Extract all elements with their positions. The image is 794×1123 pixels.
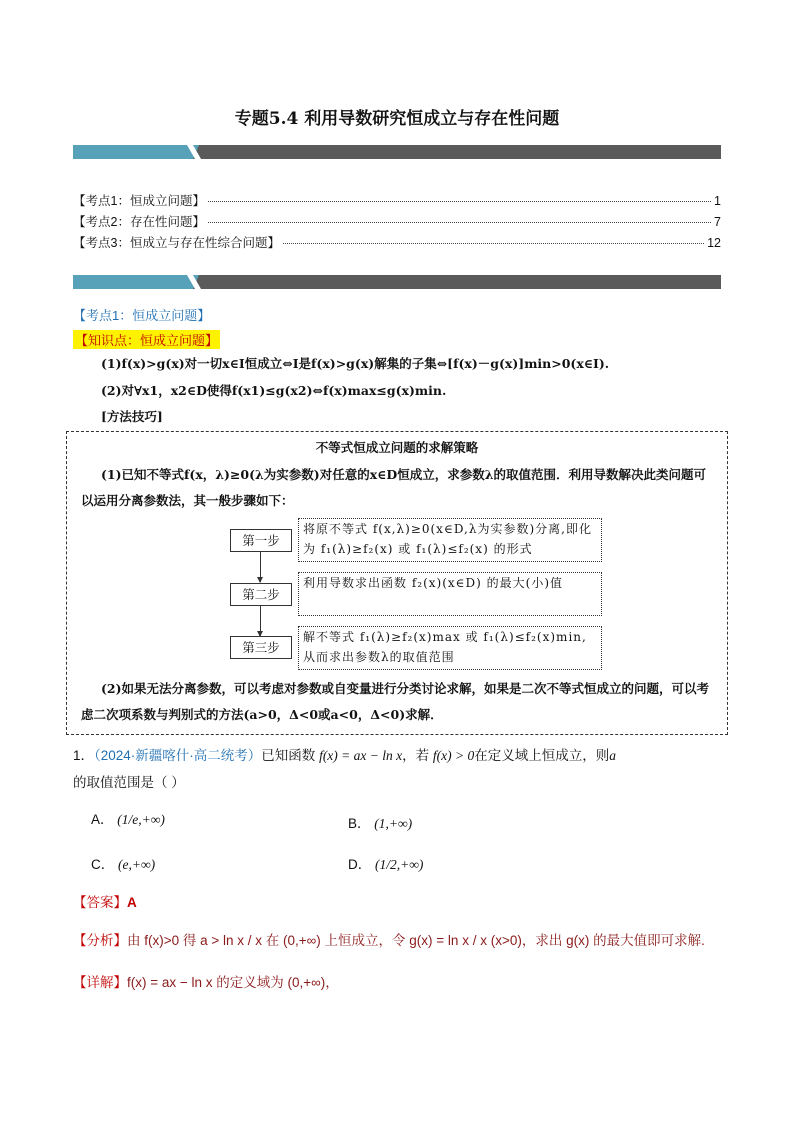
step-3-description: 解不等式 f₁(λ)≥f₂(x)max 或 f₁(λ)≤f₂(x)min,从而求出参数λ的取值范围 (298, 626, 602, 670)
knowledge-tag: 【知识点：恒成立问题】 (73, 330, 220, 349)
question-1: 1．（2024·新疆喀什·高二统考）已知函数 f(x) = ax − ln x，若 f(x) > 0在定义域上恒成立，则a的取值范围是（ ） (73, 748, 616, 790)
toc-entry[interactable]: 【考点1：恒成立问题】 1 (73, 194, 721, 208)
option-b[interactable]: B． (1,+∞) (348, 816, 413, 831)
strategy-heading: 不等式恒成立问题的求解策略 (315, 440, 479, 455)
option-a[interactable]: A． (1/e,+∞) (91, 812, 165, 827)
section-divider-bar (73, 275, 721, 289)
arrow-down-icon (260, 552, 261, 582)
strategy-paragraph-2: (2)如果无法分离参数，可以考虑对参数或自变量进行分类讨论求解，如果是二次不等式恒成立的问题，可以考虑二次项系数与判别式的方法(a>0，Δ<0或a<0，Δ<0)求解． (81, 681, 710, 722)
option-d[interactable]: D． (1/2,+∞) (348, 857, 424, 872)
step-3-label: 第三步 (230, 636, 292, 659)
section-heading: 【考点1：恒成立问题】 (73, 308, 211, 323)
method-label: [方法技巧] (101, 409, 163, 424)
rule-2: (2)对∀x1，x2∈D使得f(x1)≤g(x2)⇔f(x)max≤g(x)min. (101, 383, 447, 398)
page-title: 专题5.4 利用导数研究恒成立与存在性问题 (234, 109, 560, 129)
toc-entry[interactable]: 【考点2：存在性问题】 7 (73, 215, 721, 229)
analysis-line: 【分析】由 f(x)>0 得 a > ln x / x 在 (0,+∞) 上恒成立，令 g(x) = ln x / x (x>0)，求出 g(x) 的最大值即可求解. (73, 933, 705, 948)
step-2-description: 利用导数求出函数 f₂(x)(x∈D) 的最大(小)值 (298, 572, 602, 616)
strategy-paragraph-1: (1)已知不等式f(x，λ)≥0(λ为实参数)对任意的x∈D恒成立，求参数λ的取值范围．利用导数解决此类问题可以运用分离参数法，其一般步骤如下： (81, 467, 707, 508)
answer-line: 【答案】A (73, 895, 137, 910)
toc-entry[interactable]: 【考点3：恒成立与存在性综合问题】 12 (73, 236, 721, 250)
step-2-label: 第二步 (230, 583, 292, 606)
detail-line: 【详解】f(x) = ax − ln x 的定义域为 (0,+∞)， (73, 975, 339, 990)
option-c[interactable]: C． (e,+∞) (91, 857, 156, 872)
arrow-down-icon (260, 606, 261, 636)
step-1-label: 第一步 (230, 529, 292, 552)
header-divider-bar (73, 145, 721, 159)
table-of-contents (73, 191, 721, 254)
rule-1: (1)f(x)>g(x)对一切x∈I恒成立⇔I是f(x)>g(x)解集的子集⇔[f(x)－g(x)]min>0(x∈I). (101, 356, 610, 371)
step-1-description: 将原不等式 f(x,λ)≥0(x∈D,λ为实参数)分离,即化为 f₁(λ)≥f₂(x) 或 f₁(λ)≤f₂(x) 的形式 (298, 518, 602, 562)
strategy-box (66, 431, 728, 735)
